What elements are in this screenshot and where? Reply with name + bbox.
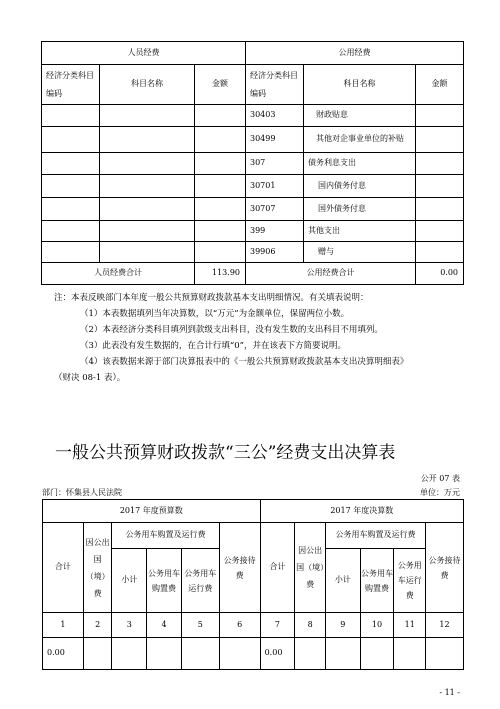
subtotal-header: 小计	[112, 549, 147, 613]
page-number: - 11 -	[439, 688, 460, 697]
data-cell: 0.00	[260, 638, 295, 670]
table-row	[42, 153, 464, 175]
reception-header: 公务接待费	[219, 523, 260, 613]
data-cell	[426, 638, 464, 670]
data-cell	[112, 638, 147, 670]
column-number: 5	[181, 613, 219, 638]
subject-name-cell: 赠与	[304, 242, 416, 263]
note-line: （2）本表经济分类科目填列到款级支出科目，没有发生数的支出科目不用填列。	[80, 325, 383, 335]
table-row	[43, 638, 464, 670]
abroad-header: 因公出国（境）费	[295, 523, 326, 613]
total-header: 合计	[43, 523, 84, 613]
data-cell	[360, 638, 394, 670]
data-cell	[394, 638, 426, 670]
public-total-value: 0.00	[416, 263, 464, 285]
note-line: （财决 08-1 表）。	[54, 373, 126, 383]
econ-code-cell: 30499	[246, 127, 304, 153]
column-number: 2	[83, 613, 112, 638]
basic-expenditure-table	[41, 41, 464, 285]
unit-label: 单位：万元	[420, 488, 460, 497]
amount-header: 金额	[416, 65, 464, 105]
personnel-expense-header: 人员经费	[42, 42, 246, 65]
department-label: 部门：怀集县人民法院	[42, 488, 122, 497]
vehicle-group-header: 公务用车购置及运行费	[325, 523, 425, 549]
note-line: （4）该表数据来源于部门决算报表中的《一般公共预算财政拨款基本支出决算明细表》	[80, 357, 409, 367]
subject-name-cell: 其他对企事业单位的补贴	[304, 127, 416, 153]
econ-code-cell: 30707	[246, 198, 304, 221]
form-number: 公开 07 表	[420, 474, 460, 483]
subject-name-cell: 其他支出	[304, 221, 416, 242]
public-expense-header: 公用经费	[246, 42, 464, 65]
data-cell	[83, 638, 112, 670]
econ-code-cell: 307	[246, 153, 304, 175]
data-cell	[295, 638, 326, 670]
note-line: （3）此表没有发生数据的，在合计行填“0”，并在该表下方简要说明。	[80, 341, 347, 351]
column-number: 11	[394, 613, 426, 638]
table-row	[42, 105, 464, 127]
public-total-label: 公用经费合计	[246, 263, 416, 285]
econ-code-cell: 399	[246, 221, 304, 242]
column-number: 1	[43, 613, 84, 638]
column-number: 7	[260, 613, 295, 638]
abroad-header: 因公出国（境）费	[83, 523, 112, 613]
personnel-total-value: 113.90	[195, 263, 246, 285]
subject-name-cell: 国内债务付息	[304, 175, 416, 198]
subject-name-header: 科目名称	[100, 65, 195, 105]
econ-code-header: 经济分类科目编码	[42, 65, 100, 105]
three-public-expenses-table	[42, 499, 464, 670]
personnel-total-label: 人员经费合计	[42, 263, 195, 285]
table-row	[42, 242, 464, 263]
column-number: 6	[219, 613, 260, 638]
data-cell	[325, 638, 360, 670]
subject-name-cell: 国外债务付息	[304, 198, 416, 221]
econ-code-cell: 39906	[246, 242, 304, 263]
table-row	[42, 221, 464, 242]
subject-name-cell: 财政贴息	[304, 105, 416, 127]
table-row	[42, 175, 464, 198]
column-number: 12	[426, 613, 464, 638]
amount-header: 金额	[195, 65, 246, 105]
subject-name-cell: 债务利息支出	[304, 153, 416, 175]
table-row	[42, 127, 464, 153]
vehicle-purchase-header: 公务用车购置费	[147, 549, 182, 613]
data-cell	[181, 638, 219, 670]
vehicle-group-header: 公务用车购置及运行费	[112, 523, 219, 549]
note-line: （1）本表数据填列当年决算数，以“万元”为金额单位，保留两位小数。	[80, 309, 350, 319]
vehicle-operation-header: 公务用车运行费	[394, 549, 426, 613]
column-number: 3	[112, 613, 147, 638]
table-notes	[54, 290, 466, 386]
subtotal-header: 小计	[325, 549, 360, 613]
page-title: 一般公共预算财政拨款“三公”经费支出决算表	[55, 443, 396, 463]
column-number: 10	[360, 613, 394, 638]
final-header: 2017 年度决算数	[260, 500, 463, 523]
total-header: 合计	[260, 523, 295, 613]
budget-header: 2017 年度预算数	[43, 500, 261, 523]
econ-code-cell: 30403	[246, 105, 304, 127]
note-line: 注：本表反映部门本年度一般公共预算财政拨款基本支出明细情况。有关填表说明：	[54, 293, 369, 303]
vehicle-purchase-header: 公务用车购置费	[360, 549, 394, 613]
column-number: 4	[147, 613, 182, 638]
column-number: 8	[295, 613, 326, 638]
column-number: 9	[325, 613, 360, 638]
econ-code-cell: 30701	[246, 175, 304, 198]
data-cell: 0.00	[43, 638, 84, 670]
data-cell	[219, 638, 260, 670]
econ-code-header: 经济分类科目编码	[246, 65, 304, 105]
column-number-row	[43, 613, 464, 638]
table-row	[42, 198, 464, 221]
reception-header: 公务接待费	[426, 523, 464, 613]
data-cell	[147, 638, 182, 670]
vehicle-operation-header: 公务用车运行费	[181, 549, 219, 613]
subject-name-header: 科目名称	[304, 65, 416, 105]
total-row	[42, 263, 464, 285]
